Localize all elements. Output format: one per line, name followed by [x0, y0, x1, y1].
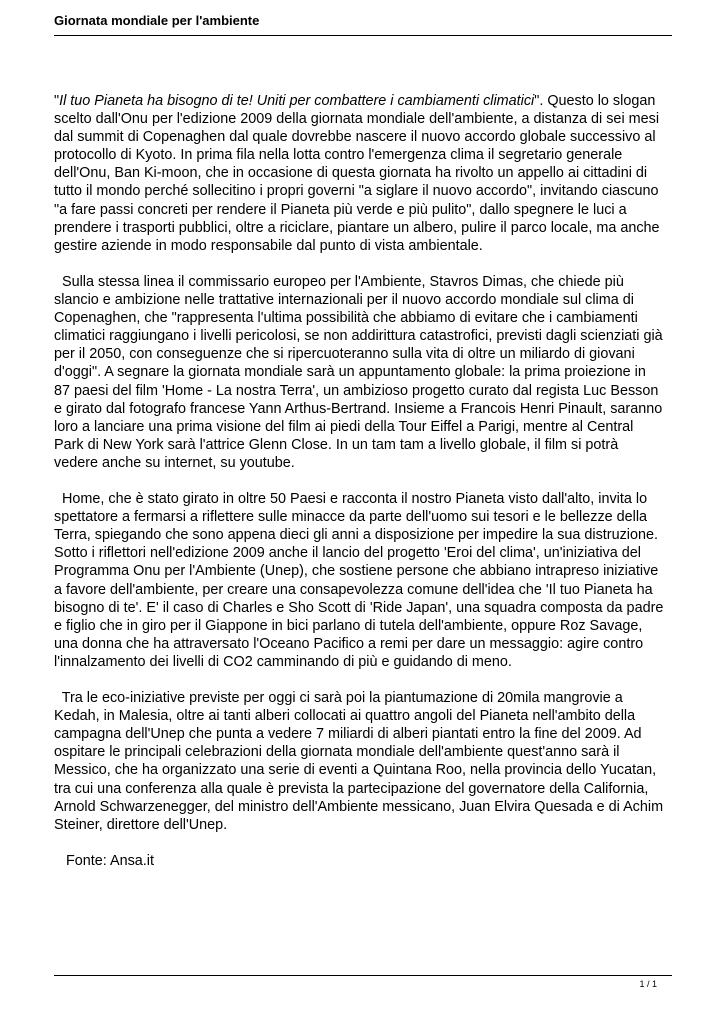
- article-body: [54, 92, 674, 888]
- paragraph-2: [54, 273, 674, 472]
- text-line: Sotto i riflettori nell'edizione 2009 anche il lancio del progetto 'Eroi del clima', un'iniziativa del: [54, 545, 641, 562]
- text-line: slancio e ambizione nelle trattative internazionali per il nuovo accordo mondiale sul clima di: [54, 292, 634, 309]
- text-line: Copenaghen, che "rappresenta l'ultima possibilità che abbiamo di evitare che i cambiamenti: [54, 310, 638, 327]
- text-line: l'innalzamento dei livelli di CO2 camminando di più e guidando di meno.: [54, 653, 512, 670]
- text-line: Messico, che ha organizzato una serie di eventi a Quintana Roo, nella provincia dello Yucatan,: [54, 762, 657, 779]
- paragraph-1-line-1-rest: ". Questo lo slogan: [534, 93, 656, 109]
- text-line: Steiner, direttore dell'Unep.: [54, 816, 228, 833]
- text-line: gestire aziende in modo responsabile dal punto di vista ambientale.: [54, 237, 483, 254]
- text-line: bisogno di te'. E' il caso di Charles e Sho Scott di 'Ride Japan', una squadra composta da padre: [54, 599, 664, 616]
- text-line: Programma Onu per l'Ambiente (Unep), che sostiene persone che abbiano intrapreso iniziative: [54, 563, 659, 580]
- paragraph-3: [54, 490, 674, 671]
- text-line: spettatore a fermarsi a riflettere sulle minacce da parte dell'uomo sui tesori e le bellezze della: [54, 509, 648, 526]
- text-line: una donna che ha attraversato l'Oceano Pacifico a remi per dare un messaggio: agire contro: [54, 635, 644, 652]
- text-line: 87 paesi del film 'Home - La nostra Terra', un ambizioso progetto curato dal regista Luc Besson: [54, 382, 659, 399]
- text-line: tutto il mondo perché sollecitino i propri governi "a siglare il nuovo accordo", invitando ciascuno: [54, 183, 659, 200]
- text-line: a favore dell'ambiente, per creare una consapevolezza comune dell'idea che 'Il tuo Pianeta ha: [54, 581, 653, 598]
- page-header-title: Giornata mondiale per l'ambiente: [54, 13, 260, 28]
- paragraph-1-line-1: [54, 92, 674, 110]
- text-line: loro a lanciare una prima visione del film ai piedi della Tour Eiffel a Parigi, mentre al Central: [54, 418, 634, 435]
- text-line: Park di New York sarà l'attrice Glenn Close. In un tam tam a livello globale, il film si potrà: [54, 436, 619, 453]
- text-line: tra cui una conferenza alla quale è prevista la partecipazione del governatore della California,: [54, 780, 649, 797]
- header-divider: [54, 35, 672, 36]
- text-line: Tra le eco-iniziative previste per oggi ci sarà poi la piantumazione di 20mila mangrovie a: [54, 690, 623, 707]
- text-line: prendere i trasporti pubblici, oltre a riciclare, piantare un albero, pulire il parco locale, ma anche: [54, 219, 660, 236]
- text-line: e figlio che in giro per il Giappone in bici parlano di tutela dell'ambiente, oppure Roz Savage,: [54, 617, 643, 634]
- opening-quote: ": [54, 93, 60, 109]
- text-line: Sulla stessa linea il commissario europeo per l'Ambiente, Stavros Dimas, che chiede più: [54, 273, 624, 290]
- text-line: Terra, spiegando che sono appena dieci gli anni a disposizione per impedire la sua distruzione.: [54, 527, 658, 544]
- page-number: 1 / 1: [639, 979, 657, 989]
- text-line: dell'Onu, Ban Ki-moon, che in occasione di questa giornata ha rivolto un appello ai cittadini di: [54, 165, 648, 182]
- text-line: Kedah, in Malesia, oltre ai tanti alberi collocati ai quattro angoli del Pianeta nell'ambito della: [54, 708, 636, 725]
- text-line: dal summit di Copenaghen dal quale dovrebbe nascere il nuovo accordo globale successivo al: [54, 129, 656, 146]
- text-line: campagna dell'Unep che punta a vedere 7 miliardi di alberi piantati entro la fine del 2009. Ad: [54, 726, 642, 743]
- source-credit: Fonte: Ansa.it: [54, 852, 154, 869]
- paragraph-4: [54, 689, 674, 834]
- text-line: scelto dall'Onu per l'edizione 2009 della giornata mondiale dell'ambiente, a distanza di sei mesi: [54, 111, 660, 128]
- text-line: per il 2050, con conseguenze che si ripercuoteranno sulla vita di oltre un miliardo di giovani: [54, 346, 635, 363]
- source-paragraph: [54, 852, 674, 870]
- text-line: Home, che è stato girato in oltre 50 Paesi e racconta il nostro Pianeta visto dall'alto, invita lo: [54, 491, 648, 508]
- text-line: climatici raggiungano i livelli pericolosi, se non addirittura catastrofici, previsti dagli scienziati già: [54, 328, 663, 345]
- text-line: vedere anche su internet, su youtube.: [54, 454, 295, 471]
- slogan-text: Il tuo Pianeta ha bisogno di te! Uniti per combattere i cambiamenti climatici: [59, 93, 535, 109]
- text-line: d'oggi". A segnare la giornata mondiale sarà un appuntamento globale: la prima proiezione in: [54, 364, 646, 381]
- text-line: ospitare le principali celebrazioni della giornata mondiale dell'ambiente quest'anno sarà il: [54, 744, 620, 761]
- paragraph-1: [54, 92, 674, 255]
- footer-divider: [54, 975, 672, 976]
- text-line: e girato dal fotografo francese Yann Arthus-Bertrand. Insieme a Francois Henri Pinault, saranno: [54, 400, 663, 417]
- text-line: protocollo di Kyoto. In prima fila nella lotta contro l'emergenza clima il segretario generale: [54, 147, 623, 164]
- text-line: Arnold Schwarzenegger, del ministro dell'Ambiente messicano, Juan Elvira Quesada e di Achim: [54, 798, 664, 815]
- text-line: "a fare passi concreti per rendere il Pianeta più verde e più pulito", dallo spegnere le luci a: [54, 201, 627, 218]
